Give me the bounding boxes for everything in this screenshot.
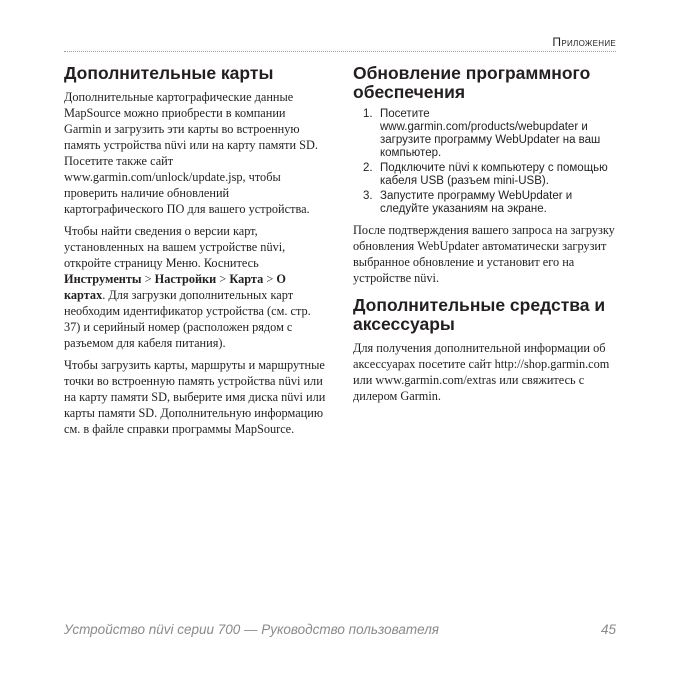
step-number: 1. <box>363 108 373 120</box>
menu-path-tools: Инструменты <box>64 272 142 286</box>
update-heading: Обновление программного обеспечения <box>353 63 591 102</box>
update-step <box>353 190 615 216</box>
maps-paragraph-2-text-1: Чтобы найти сведения о версии карт, установленных на вашем устройстве nüvi, откройте страницу Меню. Коснитесь <box>64 224 286 270</box>
step-text: Запустите программу WebUpdater и следуйте указаниям на экране. <box>380 190 573 215</box>
maps-paragraph-2-text-2: . Для загрузки дополнительных карт необходим идентификатор устройства (см. стр. 37) и серийный номер (расположен рядом с разъемом для кабеля питания). <box>64 288 311 350</box>
maps-heading: Дополнительные карты <box>64 63 274 83</box>
update-steps-list <box>353 108 615 216</box>
left-column <box>64 64 326 443</box>
menu-path-about-maps: О картах <box>64 272 286 302</box>
maps-paragraph-3: Чтобы загрузить карты, маршруты и маршрутные точки во встроенную память устройства nüvi или на карту памяти SD, выберите имя диска nüvi или карты памяти SD. Дополнительную информацию см. в файле справки программы MapSource. <box>64 358 326 436</box>
menu-path-sep-3: > <box>263 272 277 286</box>
header-rule <box>64 51 616 52</box>
menu-path-settings: Настройки <box>154 272 217 286</box>
update-paragraph: После подтверждения вашего запроса на загрузку обновления WebUpdater автоматически загрузит выбранное обновление и установит его на устройстве nüvi. <box>353 223 615 285</box>
right-column <box>353 64 615 410</box>
menu-path-map: Карта <box>229 272 264 286</box>
step-text: Подключите nüvi к компьютеру с помощью кабеля USB (разъем mini-USB). <box>380 162 608 187</box>
page-number: 45 <box>600 622 616 637</box>
step-text: Посетите www.garmin.com/products/webupdater и загрузите программу WebUpdater на ваш компьютер. <box>380 108 601 159</box>
accessories-paragraph: Для получения дополнительной информации об аксессуарах посетите сайт http://shop.garmin.com или www.garmin.com/extras или свяжитесь с дилером Garmin. <box>353 341 610 403</box>
running-header: Приложение <box>552 35 616 49</box>
update-step <box>353 108 615 160</box>
update-step <box>353 162 615 188</box>
footer-title: Устройство nüvi серии 700 — Руководство пользователя <box>64 622 440 637</box>
menu-path-sep-1: > <box>141 272 155 286</box>
step-number: 2. <box>363 162 373 174</box>
step-number: 3. <box>363 190 373 202</box>
accessories-heading: Дополнительные средства и аксессуары <box>353 295 606 334</box>
maps-paragraph-1: Дополнительные картографические данные MapSource можно приобрести в компании Garmin и загрузить эти карты во встроенную память устройства nüvi или на карту памяти SD. Посетите также сайт www.garmin.com/unlock/update.jsp, чтобы проверить наличие обновлений картографического ПО для вашего устройства. <box>64 90 318 216</box>
maps-paragraph-2 <box>64 223 326 351</box>
menu-path-sep-2: > <box>216 272 230 286</box>
